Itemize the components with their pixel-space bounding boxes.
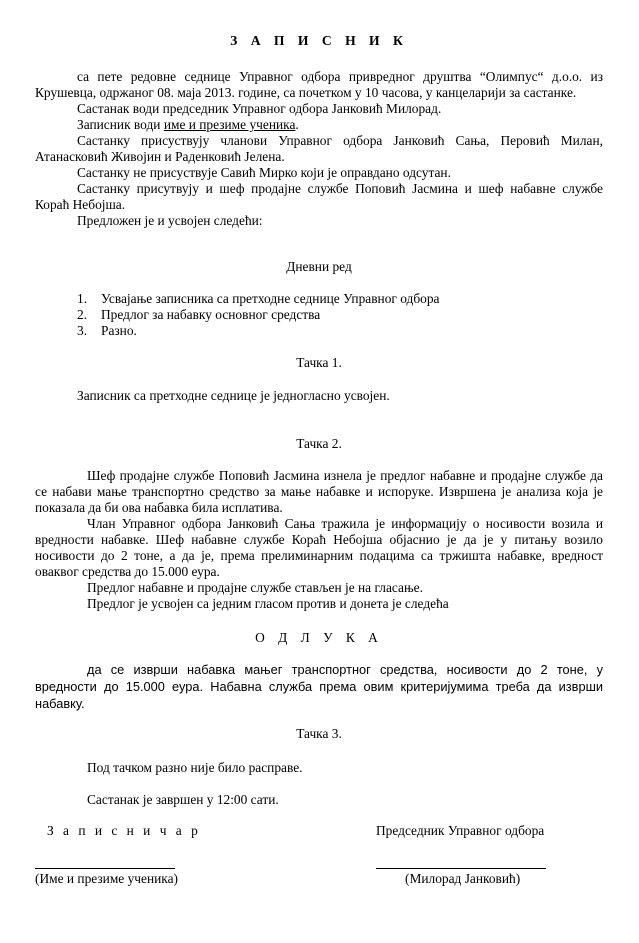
agenda-item-number: 2. xyxy=(77,307,88,322)
point2-title: Тачка 2. xyxy=(296,436,342,451)
agenda-item-text: Усвајање записника са претходне седнице Управног одбора xyxy=(101,291,440,306)
agenda-item xyxy=(77,307,597,323)
intro-paragraph-agenda-lead: Предложен је и усвојен следећи: xyxy=(77,213,263,228)
point2-paragraph-vote: Предлог набавне и продајне службе стављен је на гласање. xyxy=(87,580,423,595)
point1-text: Записник са претходне седнице је једногласно усвојен. xyxy=(77,388,390,403)
chair-signature-line xyxy=(376,868,546,869)
point2-section xyxy=(35,468,603,612)
point2-paragraph-proposal: Шеф продајне службе Поповић Јасмина изнела је предлог набавне и продајне службе да се набави мање транспортно средство за мање набавке и испоруке. Извршена је анализа која је показала да би ова набавка била исплатива. xyxy=(35,468,603,515)
intro-paragraph-absent: Састанку не присуствује Савић Мирко који је оправдано одсутан. xyxy=(77,165,451,180)
chair-label: Председник Управног одбора xyxy=(376,823,545,838)
intro-paragraph-recorder xyxy=(35,117,603,133)
agenda-item-text: Предлог за набавку основног средства xyxy=(101,307,321,322)
agenda-item xyxy=(77,291,597,307)
recorder-suffix: . xyxy=(295,117,299,132)
agenda-item xyxy=(77,323,597,339)
agenda-title: Дневни ред xyxy=(286,259,352,274)
intro-paragraph-members: Састанку присуствују чланови Управног одбора Јанковић Сања, Перовић Милан, Атанасковић Живојин и Раденковић Јелена. xyxy=(35,133,603,164)
point2-paragraph-discussion: Члан Управног одбора Јанковић Сања тражила је информацију о носивости возила и вредности набавке. Шеф набавне службе Кораћ Небојша објаснио је да је у питању возило носивости до 2 тоне, а да је, према прелиминарним подацима са тржишта набавке, вредност оваквог средства до 15.000 еура. xyxy=(35,516,603,579)
agenda-list xyxy=(77,291,597,339)
decision-section xyxy=(35,661,603,712)
recorder-caption: (Име и презиме ученика) xyxy=(35,871,179,886)
recorder-signature-line xyxy=(35,868,175,869)
agenda-item-number: 3. xyxy=(77,323,88,338)
point3-section xyxy=(35,760,603,776)
closing-text: Састанак је завршен у 12:00 сати. xyxy=(87,792,279,807)
point2-paragraph-result: Предлог је усвојен са једним гласом против и донета је следећа xyxy=(87,596,449,611)
decision-title: О Д Л У К А xyxy=(255,630,383,645)
point3-title: Тачка 3. xyxy=(296,726,342,741)
agenda-item-number: 1. xyxy=(77,291,88,306)
intro-paragraph-guests: Састанку присутвују и шеф продајне службе Поповић Јасмина и шеф набавне службе Кораћ Небојша. xyxy=(35,181,603,212)
chair-caption: (Милорад Јанковић) xyxy=(405,871,521,886)
agenda-item-text: Разно. xyxy=(101,323,137,338)
recorder-label: З а п и с н и ч а р xyxy=(47,823,201,838)
document-title: З А П И С Н И К xyxy=(230,33,408,48)
intro-paragraph-chair: Састанак води председник Управног одбора Јанковић Милорад. xyxy=(77,101,442,116)
intro-paragraph-opening: са пете редовне седнице Управног одбора привредног друштва “Олимпус“ д.о.о. из Крушевца, одржаног 08. маја 2013. године, са почетком у 10 часова, у канцеларији за састанке. xyxy=(35,69,603,100)
decision-text: да се изврши набавка мањег транспортног средства, носивости до 2 тоне, у вредности до 15.000 еура. Набавна служба према овим критеријумима треба да изврши набавку. xyxy=(35,662,603,711)
intro-section xyxy=(35,69,603,229)
point3-text: Под тачком разно није било расправе. xyxy=(87,760,303,775)
recorder-name-placeholder: име и презиме ученика xyxy=(163,117,296,132)
point1-section xyxy=(35,388,603,404)
recorder-prefix: Записник води xyxy=(77,117,164,132)
closing-section xyxy=(35,792,603,808)
point1-title: Тачка 1. xyxy=(296,355,342,370)
